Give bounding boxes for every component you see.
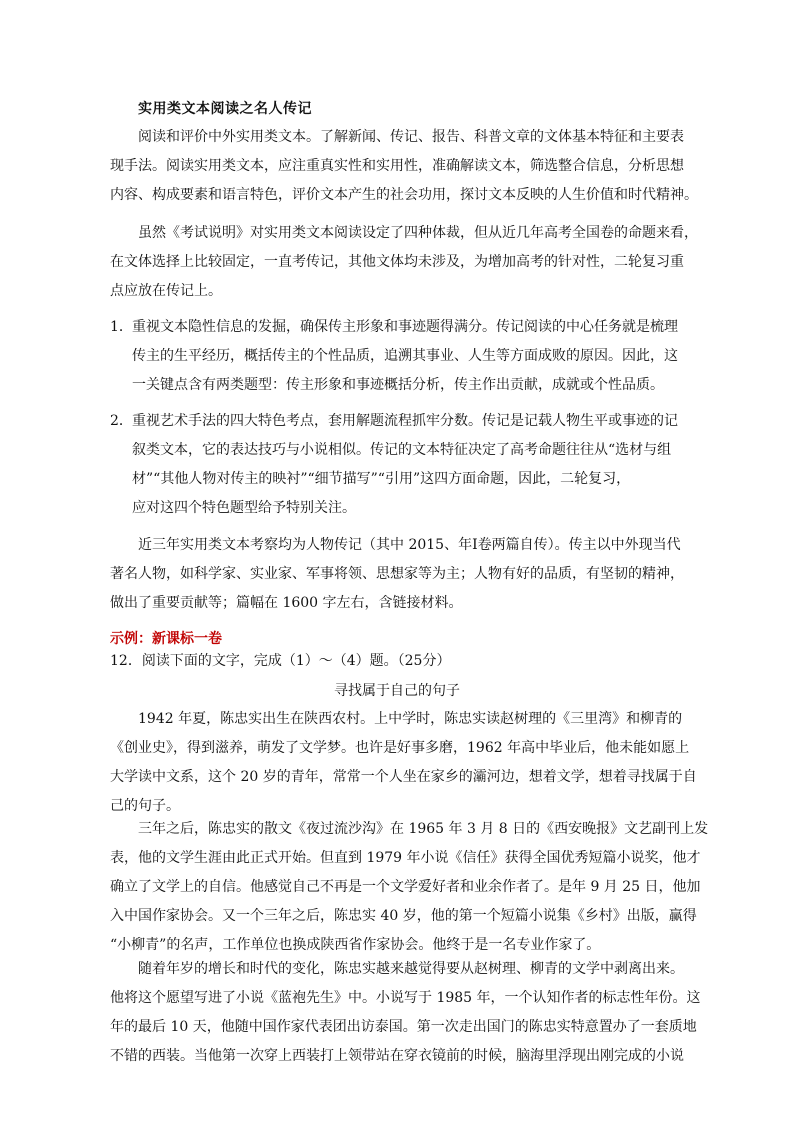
list-item-1 (110, 313, 682, 400)
text-line: “小柳青”的名声，工作单位也换成陕西省作家协会。他终于是一名专业作家了。 (110, 937, 601, 953)
text-line: 己的句子。 (110, 798, 180, 814)
article-paragraph-3 (110, 955, 701, 1071)
question-stem (110, 648, 682, 674)
page-heading: 实用类文本阅读之名人传记 (138, 101, 312, 117)
text-line: 在文体选择上比较固定，一直考传记，其他文体均未涉及，为增加高考的针对性，二轮复习重 (110, 254, 684, 270)
intro-paragraph (110, 123, 698, 210)
text-line: 年的最后 10 天，他随中国作家代表团出访泰国。第一次走出国门的陈忠实特意置办了一套质地 (110, 1019, 697, 1035)
list-number: 1． (110, 319, 133, 335)
text-line: 1942 年夏，陈忠实出生在陕西农村。上中学时，陈忠实读赵树理的《三里湾》和柳青的 (138, 711, 683, 727)
text-line: 现手法。阅读实用类文本，应注重真实性和实用性，准确解读文本，筛选整合信息，分析思想 (110, 158, 684, 174)
text-line: 阅读和评价中外实用类文本。了解新闻、传记、报告、科普文章的文体基本特征和主要表 (138, 129, 684, 145)
text-span: 重视艺术手法的四大特色考点，套用解题流程抓牢分数。传记是记载人物生平或事迹的记 (132, 413, 678, 429)
text-line (110, 407, 682, 436)
text-line: 入中国作家协会。又一个三年之后，陈忠实 40 岁，他的第一个短篇小说集《乡村》出版，赢得 (110, 908, 697, 924)
text-line: 著名人物，如科学家、实业家、军事将领、思想家等为主；人物有好的品质，有坚韧的精神， (110, 566, 684, 582)
article-paragraph-2 (110, 815, 709, 960)
article-paragraph-1 (110, 705, 697, 821)
list-item-2 (110, 407, 682, 523)
article-title: 寻找属于自己的句子 (334, 683, 460, 699)
summary-paragraph (110, 531, 682, 618)
scope-paragraph (110, 219, 698, 306)
text-line: 叙类文本，它的表达技巧与小说相似。传记的文本特征决定了高考命题往往从“选材与组 (132, 442, 672, 458)
text-line: 点应放在传记上。 (110, 283, 222, 299)
text-line: 表，他的文学生涯由此正式开始。但直到 1979 年小说《信任》获得全国优秀短篇小说奖，他才 (110, 850, 701, 866)
text-line: 应对这四个特色题型给予特别关注。 (132, 500, 356, 516)
text-line: 随着年岁的增长和时代的变化，陈忠实越来越觉得要从赵树理、柳青的文学中剥离出来。 (138, 961, 684, 977)
text-line (110, 313, 682, 342)
text-line: 一关键点含有两类题型：传主形象和事迹概括分析，传主作出贡献，成就或个性品质。 (132, 377, 664, 393)
text-line: 传主的生平经历，概括传主的个性品质，追溯其事业、人生等方面成败的原因。因此，这 (132, 348, 678, 364)
text-line: 三年之后，陈忠实的散文《夜过流沙沟》在 1965 年 3 月 8 日的《西安晚报》文艺副刊上发 (138, 821, 709, 837)
example-label: 示例：新课标一卷 (110, 631, 222, 647)
text-line: 做出了重要贡献等；篇幅在 1600 字左右，含链接材料。 (110, 595, 463, 611)
text-line: 不错的西装。当他第一次穿上西装打上领带站在穿衣镜前的时候，脑海里浮现出刚完成的小说 (110, 1048, 684, 1064)
list-number: 2． (110, 413, 133, 429)
text-line: 大学读中文系，这个 20 岁的青年，常常一个人坐在家乡的灞河边，想着文学，想着寻找属于自 (110, 769, 697, 785)
text-line: 材”“其他人物对传主的映衬”“细节描写”“引用”这四方面命题，因此，二轮复习， (132, 471, 631, 487)
text-line: 《创业史》，得到滋养，萌发了文学梦。也许是好事多磨，1962 年高中毕业后，他未能如愿上 (110, 740, 690, 756)
text-line: 虽然《考试说明》对实用类文本阅读设定了四种体裁，但从近几年高考全国卷的命题来看， (138, 225, 698, 241)
text-line: 内容、构成要素和语言特色，评价文本产生的社会功用，探讨文本反映的人生价值和时代精神。 (110, 187, 698, 203)
text-span: 重视文本隐性信息的发掘，确保传主形象和事迹题得满分。传记阅读的中心任务就是梳理 (132, 319, 678, 335)
text-line: 12．阅读下面的文字，完成（1）～（4）题。（25分） (110, 653, 451, 669)
text-line: 他将这个愿望写进了小说《蓝袍先生》中。小说写于 1985 年，一个认知作者的标志性年份。这 (110, 990, 701, 1006)
text-line: 确立了文学上的自信。他感觉自己不再是一个文学爱好者和业余作者了。是年 9 月 25 日，他加 (110, 879, 701, 895)
text-line: 近三年实用类文本考察均为人物传记（其中 2015、年Ⅰ卷两篇自传）。传主以中外现当代 (138, 537, 681, 553)
